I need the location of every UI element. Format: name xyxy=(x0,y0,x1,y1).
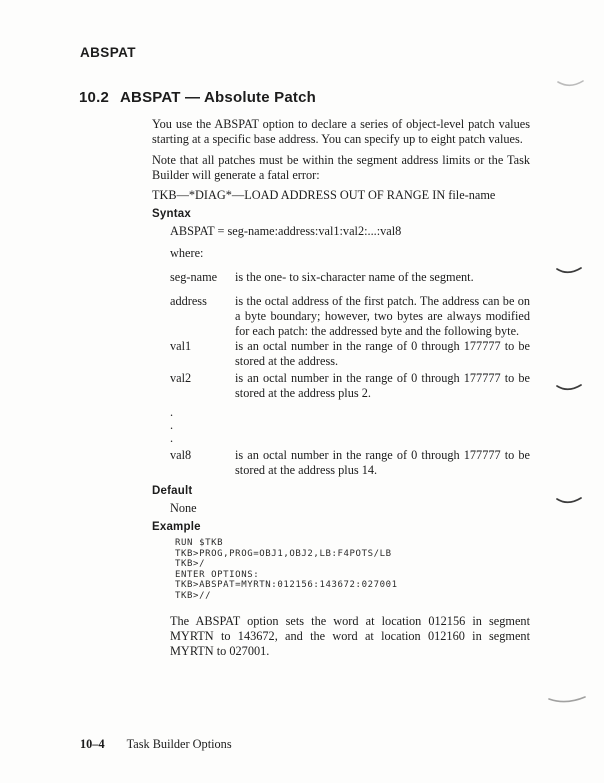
section-title: ABSPAT — Absolute Patch xyxy=(120,89,317,106)
ellipsis-dot: . xyxy=(170,431,174,445)
section-number: 10.2 xyxy=(79,89,109,106)
code-line: TKB>ABSPAT=MYRTN:012156:143672:027001 xyxy=(175,580,398,590)
page-number: 10–4 xyxy=(80,737,105,751)
param-desc: is an octal number in the range of 0 through 177777 to be stored at the address plus 14. xyxy=(235,448,530,477)
example-explanation: The ABSPAT option sets the word at location 012156 in segment MYRTN to 143672, and the word at location 012160 in segment MYRTN to 027001. xyxy=(170,614,530,658)
param-desc: is the one- to six-character name of the segment. xyxy=(235,270,474,284)
ellipsis-dot: . xyxy=(170,405,174,419)
param-desc: is an octal number in the range of 0 through 177777 to be stored at the address. xyxy=(235,339,530,368)
footer-title: Task Builder Options xyxy=(126,737,232,751)
param-term: val2 xyxy=(170,371,192,385)
error-message-line: TKB—*DIAG*—LOAD ADDRESS OUT OF RANGE IN file-name xyxy=(152,188,496,202)
default-value: None xyxy=(170,501,197,515)
code-line: TKB>/ xyxy=(175,559,206,569)
code-line: TKB>// xyxy=(175,590,212,601)
param-desc: is the octal address of the first patch. The address can be on a byte boundary; however, two bytes are always modified for each patch: the addressed byte and the following byte. xyxy=(235,294,530,338)
param-term: seg-name xyxy=(170,270,218,284)
code-line: TKB>PROG,PROG=OBJ1,OBJ2,LB:F4POTS/LB xyxy=(175,548,392,559)
running-head: ABSPAT xyxy=(80,45,136,60)
code-line: ENTER OPTIONS: xyxy=(175,569,260,580)
default-heading: Default xyxy=(152,485,193,497)
where-label: where: xyxy=(170,246,204,260)
page-curl-mark xyxy=(556,266,582,277)
param-term: address xyxy=(170,294,207,308)
ellipsis-dot: . xyxy=(170,418,174,432)
param-term: val8 xyxy=(170,448,192,462)
page-curl-mark xyxy=(556,496,582,507)
intro-paragraph: You use the ABSPAT option to declare a series of object-level patch values starting at a specific base address. You can specify up to eight patch values. xyxy=(152,117,530,146)
param-term: val1 xyxy=(170,339,192,353)
example-heading: Example xyxy=(152,521,201,533)
page-curl-mark xyxy=(556,383,582,394)
page-footer xyxy=(80,737,232,752)
example-code-block xyxy=(175,538,530,601)
section-heading xyxy=(79,89,316,106)
note-paragraph: Note that all patches must be within the segment address limits or the Task Builder will generate a fatal error: xyxy=(152,153,530,182)
page-curl-mark xyxy=(548,694,586,706)
syntax-line: ABSPAT = seg-name:address:val1:val2:...:val8 xyxy=(170,224,402,238)
vertical-ellipsis xyxy=(170,406,530,445)
syntax-heading: Syntax xyxy=(152,208,191,220)
page-curl-mark xyxy=(557,79,584,90)
code-line: RUN $TKB xyxy=(175,538,224,548)
param-desc: is an octal number in the range of 0 through 177777 to be stored at the address plus 2. xyxy=(235,371,530,400)
